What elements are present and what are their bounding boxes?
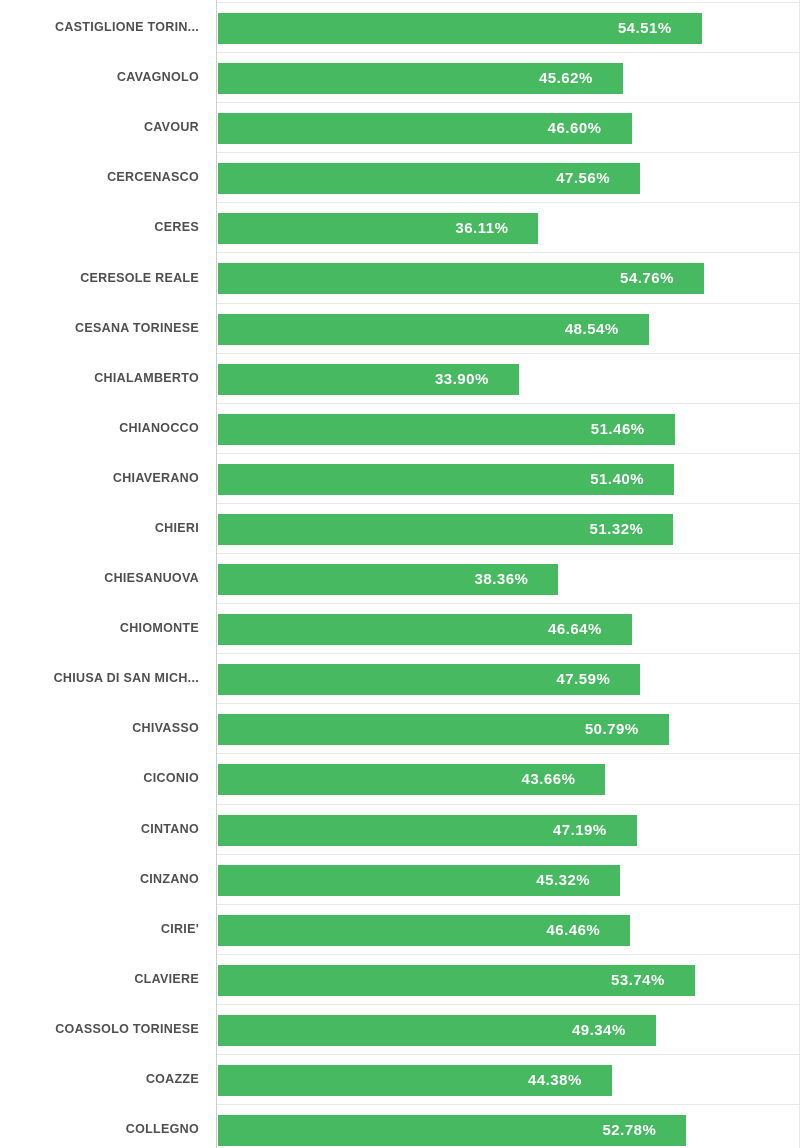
chart-row — [0, 152, 800, 202]
value-label: 47.19% — [552, 821, 607, 839]
bar-track — [217, 1004, 800, 1054]
chart-row — [0, 252, 800, 302]
value-label: 54.76% — [620, 270, 674, 288]
chart-row — [0, 804, 800, 854]
category-label: CHIOMONTE — [119, 621, 199, 636]
category-label: CIRIE' — [160, 921, 199, 936]
bar-track — [217, 753, 800, 803]
chart-row — [0, 1054, 800, 1104]
bar[interactable] — [218, 614, 632, 645]
bar[interactable] — [218, 364, 519, 395]
chart-rows — [0, 2, 800, 1148]
chart-row — [0, 653, 800, 703]
value-label: 44.38% — [527, 1071, 582, 1089]
chart-row — [0, 904, 800, 954]
bar-track — [217, 653, 800, 703]
value-label: 45.32% — [536, 871, 591, 889]
value-label: 43.66% — [521, 771, 576, 789]
value-label: 54.51% — [617, 20, 672, 37]
chart-row — [0, 52, 800, 102]
bar[interactable] — [218, 113, 632, 144]
bar[interactable] — [218, 13, 702, 44]
chart-row — [0, 553, 800, 603]
category-label: CHIESANUOVA — [104, 571, 199, 586]
category-label: CAVAGNOLO — [116, 70, 199, 85]
category-label: CINZANO — [139, 871, 199, 886]
value-label: 53.74% — [610, 971, 665, 989]
bar[interactable] — [218, 163, 640, 194]
value-label: 46.46% — [546, 921, 601, 939]
value-label: 52.78% — [602, 1122, 657, 1140]
value-label: 47.56% — [556, 170, 611, 188]
category-label: CICONIO — [143, 771, 199, 786]
bar[interactable] — [218, 915, 630, 946]
category-label: CLAVIERE — [134, 971, 199, 986]
category-label: CERCENASCO — [107, 170, 199, 185]
chart-row — [0, 303, 800, 353]
bar-track — [217, 252, 800, 302]
bar-track — [217, 353, 800, 403]
bar[interactable] — [218, 664, 640, 695]
chart-row — [0, 1104, 800, 1148]
bar[interactable] — [218, 1065, 612, 1096]
bar[interactable] — [218, 263, 704, 294]
bar-track — [217, 1104, 800, 1148]
bar-track — [217, 804, 800, 854]
value-label: 38.36% — [474, 571, 529, 589]
chart-row — [0, 703, 800, 753]
y-axis-line — [216, 0, 217, 1148]
category-label: COAZZE — [145, 1072, 199, 1087]
chart-row — [0, 453, 800, 503]
chart-row — [0, 102, 800, 152]
category-label: CASTIGLIONE TORIN... — [55, 20, 199, 35]
value-label: 48.54% — [564, 320, 619, 338]
chart-row — [0, 403, 800, 453]
bar-track — [217, 303, 800, 353]
bar-track — [217, 102, 800, 152]
chart-row — [0, 1004, 800, 1054]
category-label: CINTANO — [140, 821, 199, 836]
category-label: CESANA TORINESE — [75, 320, 199, 335]
bar-track — [217, 2, 800, 52]
value-label: 33.90% — [434, 370, 489, 388]
chart-row — [0, 954, 800, 1004]
bar-track — [217, 904, 800, 954]
bar-track — [217, 52, 800, 102]
category-label: CERES — [154, 220, 199, 235]
category-label: CHIALAMBERTO — [94, 370, 199, 385]
chart-row — [0, 603, 800, 653]
category-label: COASSOLO TORINESE — [55, 1021, 199, 1036]
bar-track — [217, 202, 800, 252]
bar[interactable] — [218, 213, 538, 244]
bar[interactable] — [218, 314, 649, 345]
chart-row — [0, 503, 800, 553]
bar[interactable] — [218, 965, 695, 996]
value-label: 46.60% — [547, 120, 602, 138]
bar-track — [217, 553, 800, 603]
value-label: 51.40% — [590, 470, 645, 488]
chart-row — [0, 202, 800, 252]
category-label: CHIANOCCO — [119, 420, 199, 435]
bar[interactable] — [218, 414, 675, 445]
value-label: 45.62% — [538, 70, 593, 88]
chart-row — [0, 854, 800, 904]
value-label: 47.59% — [556, 671, 611, 689]
category-label: CHIUSA DI SAN MICH... — [53, 671, 199, 686]
bar[interactable] — [218, 514, 673, 545]
value-label: 51.32% — [589, 520, 644, 538]
category-label: CERESOLE REALE — [80, 270, 199, 285]
bar-track — [217, 703, 800, 753]
value-label: 49.34% — [571, 1021, 626, 1039]
value-label: 46.64% — [547, 621, 602, 639]
bar[interactable] — [218, 1015, 656, 1046]
bar-track — [217, 1054, 800, 1104]
category-label: COLLEGNO — [125, 1122, 199, 1137]
bar-track — [217, 854, 800, 904]
bar[interactable] — [218, 1115, 686, 1146]
chart-row — [0, 353, 800, 403]
chart-row — [0, 2, 800, 52]
category-label: CHIERI — [154, 520, 199, 535]
bar[interactable] — [218, 63, 623, 94]
bar[interactable] — [218, 464, 674, 495]
value-label: 50.79% — [584, 721, 639, 739]
category-label: CHIVASSO — [132, 721, 199, 736]
bar-track — [217, 954, 800, 1004]
bar[interactable] — [218, 764, 605, 795]
bar-track — [217, 152, 800, 202]
bar-track — [217, 603, 800, 653]
bar-track — [217, 503, 800, 553]
category-label: CHIAVERANO — [112, 470, 199, 485]
bar[interactable] — [218, 865, 620, 896]
value-label: 51.46% — [590, 420, 645, 438]
chart-row — [0, 753, 800, 803]
bar-track — [217, 453, 800, 503]
value-label: 36.11% — [455, 220, 509, 238]
bar-track — [217, 403, 800, 453]
bar[interactable] — [218, 714, 669, 745]
bar[interactable] — [218, 564, 558, 595]
bar[interactable] — [218, 815, 637, 846]
category-label: CAVOUR — [143, 120, 199, 135]
